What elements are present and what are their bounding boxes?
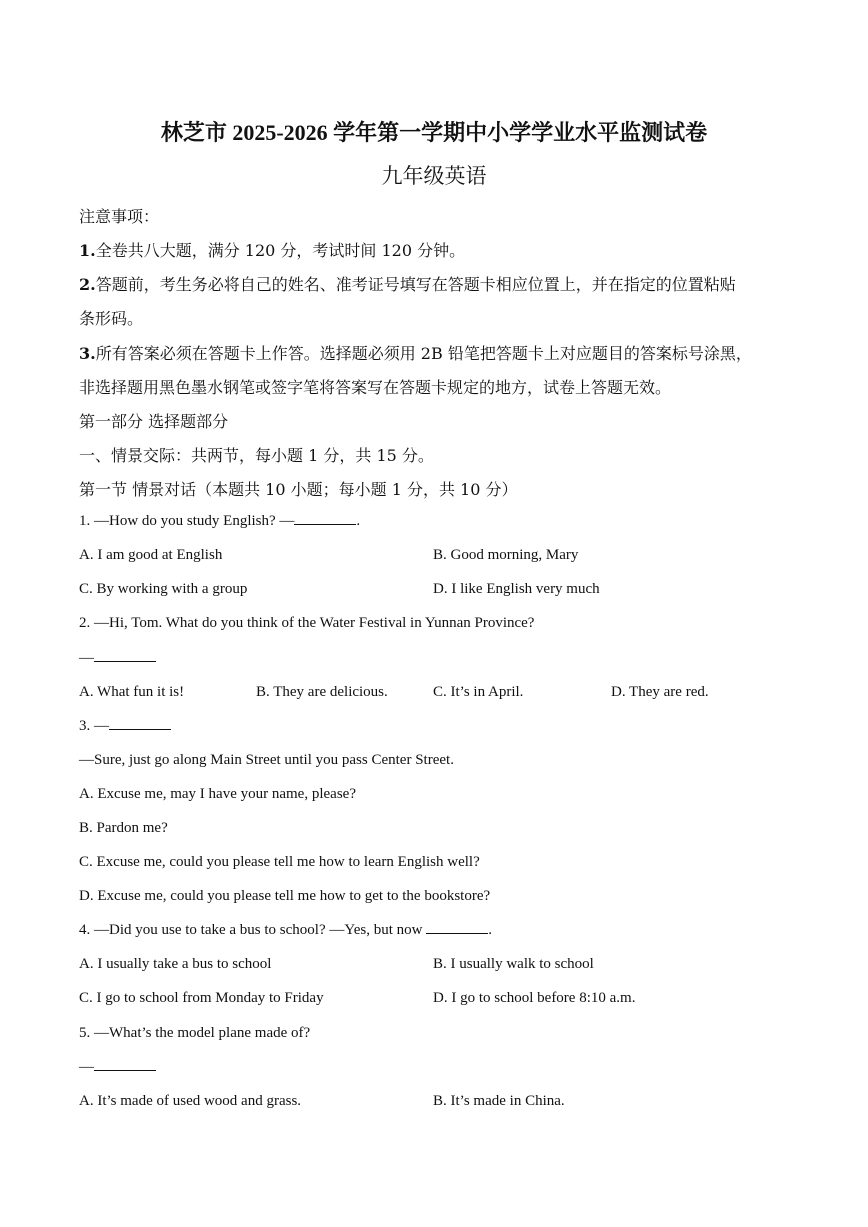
exam-title: 林芝市 2025-2026 学年第一学期中小学学业水平监测试卷	[160, 120, 708, 145]
exam-subtitle: 九年级英语	[381, 164, 487, 188]
question-4-option-b: B. I usually walk to school	[433, 956, 594, 972]
note-3	[79, 341, 752, 364]
question-2-option-d: D. They are red.	[611, 684, 709, 700]
section-heading: 一、情景交际：共两节，每小题 1 分，共 15 分。	[79, 446, 434, 465]
answer-blank	[109, 729, 171, 730]
answer-blank	[94, 1070, 156, 1071]
question-4-stem	[79, 922, 492, 939]
question-3-option-b: B. Pardon me?	[79, 820, 168, 836]
note-1-text: 全卷共八大题，满分 120 分，考试时间 120 分钟。	[95, 241, 466, 260]
note-2-continued: 条形码。	[79, 309, 144, 328]
question-4-option-d: D. I go to school before 8:10 a.m.	[433, 990, 636, 1006]
answer-blank	[94, 661, 156, 662]
question-2-option-a: A. What fun it is!	[79, 684, 185, 700]
question-2-dash: —	[79, 650, 94, 666]
question-1-option-c: C. By working with a group	[79, 581, 248, 597]
note-3-continued: 非选择题用黑色墨水钢笔或签字笔将答案写在答题卡规定的地方，试卷上答题无效。	[79, 378, 672, 397]
question-5-dash: —	[79, 1059, 94, 1075]
note-3-number: 3.	[79, 344, 96, 363]
note-1	[79, 238, 465, 261]
note-3-text: 所有答案必须在答题卡上作答。选择题必须用 2B 铅笔把答题卡上对应题目的答案标号涂黑，	[95, 344, 752, 363]
question-3-option-a: A. Excuse me, may I have your name, please?	[79, 786, 356, 802]
question-1-stem	[79, 513, 360, 530]
question-3-option-c: C. Excuse me, could you please tell me how to learn English well?	[79, 854, 480, 870]
answer-blank	[294, 524, 356, 525]
question-1-option-b: B. Good morning, Mary	[433, 547, 579, 563]
subsection-heading: 第一节 情景对话（本题共 10 小题；每小题 1 分，共 10 分）	[79, 480, 518, 499]
question-4-option-c: C. I go to school from Monday to Friday	[79, 990, 324, 1006]
question-3-stem	[79, 718, 171, 735]
question-1-option-d: D. I like English very much	[433, 581, 600, 597]
question-3-text: 3. —	[79, 718, 109, 734]
part-heading: 第一部分 选择题部分	[79, 412, 229, 431]
note-1-number: 1.	[79, 241, 96, 260]
note-2	[79, 272, 736, 295]
answer-blank	[426, 933, 488, 934]
question-4-option-a: A. I usually take a bus to school	[79, 956, 272, 972]
notes-heading: 注意事项：	[79, 207, 160, 226]
question-2-reply	[79, 650, 156, 667]
question-5-option-b: B. It’s made in China.	[433, 1093, 565, 1109]
question-4-end: .	[488, 922, 492, 938]
question-1-option-a: A. I am good at English	[79, 547, 223, 563]
question-2-option-b: B. They are delicious.	[256, 684, 388, 700]
question-5-stem: 5. —What’s the model plane made of?	[79, 1025, 311, 1041]
question-4-text: 4. —Did you use to take a bus to school? —Yes, but now	[79, 922, 423, 938]
question-3-reply: —Sure, just go along Main Street until you pass Center Street.	[79, 752, 454, 768]
question-2-stem: 2. —Hi, Tom. What do you think of the Water Festival in Yunnan Province?	[79, 615, 535, 631]
note-2-number: 2.	[79, 275, 96, 294]
question-1-end: .	[356, 513, 361, 529]
note-2-text: 答题前，考生务必将自己的姓名、准考证号填写在答题卡相应位置上，并在指定的位置粘贴	[95, 275, 736, 294]
question-5-reply	[79, 1059, 156, 1076]
question-3-option-d: D. Excuse me, could you please tell me how to get to the bookstore?	[79, 888, 491, 904]
question-2-option-c: C. It’s in April.	[433, 684, 524, 700]
question-5-option-a: A. It’s made of used wood and grass.	[79, 1093, 302, 1109]
question-1-text: 1. —How do you study English? —	[79, 513, 295, 529]
